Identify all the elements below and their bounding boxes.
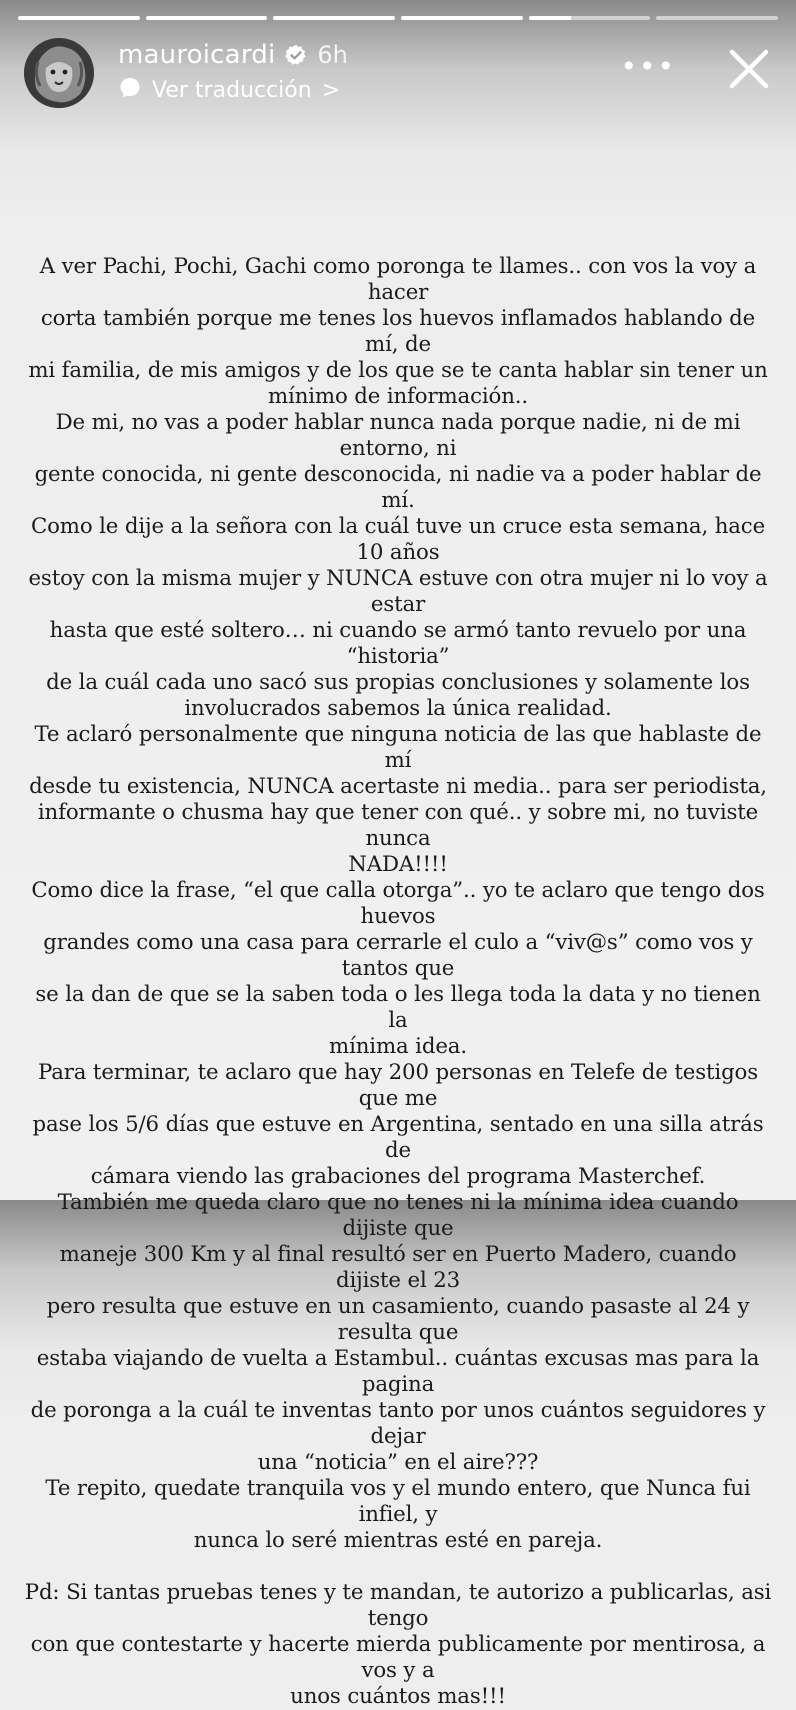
text-line: pero resulta que estuve en un casamiento, cuando pasaste al 24 y resulta que — [46, 1294, 750, 1345]
text-line: hasta que esté soltero… ni cuando se armó tanto revuelo por una “historia” — [49, 618, 747, 669]
text-line: Pd: Si tantas pruebas tenes y te mandan, te autorizo a publicarlas, asi tengo — [24, 1580, 772, 1631]
text-line: Te repito, quedate tranquila vos y el mundo entero, que Nunca fui infiel, y — [45, 1476, 751, 1527]
text-line: Como dice la frase, “el que calla otorga”.. yo te aclaro que tengo dos huevos — [31, 878, 765, 929]
lion-avatar-image — [24, 38, 94, 108]
post-time: 6h — [317, 41, 348, 69]
text-line: mínima idea. — [329, 1034, 467, 1059]
text-line: una “noticia” en el aire??? — [257, 1450, 539, 1475]
progress-segment — [529, 16, 651, 20]
progress-fill — [146, 16, 268, 20]
text-line: mínimo de información.. — [268, 384, 528, 409]
text-line: A ver Pachi, Pochi, Gachi como poronga te llames.. con vos la voy a hacer — [39, 254, 757, 305]
translate-link[interactable] — [118, 76, 340, 104]
text-line: Para terminar, te aclaro que hay 200 personas en Telefe de testigos que me — [37, 1060, 759, 1111]
text-line: pase los 5/6 días que estuve en Argentina, sentado en una silla atrás de — [32, 1112, 764, 1163]
text-line: estoy con la misma mujer y NUNCA estuve con otra mujer ni lo voy a estar — [28, 566, 768, 617]
chevron-right-icon: > — [321, 77, 341, 103]
username[interactable]: mauroicardi — [118, 40, 276, 70]
story-progress-bar — [18, 16, 778, 20]
text-line: Te aclaró personalmente que ninguna noticia de las que hablaste de mí — [34, 722, 762, 773]
text-line: De mi, no vas a poder hablar nunca nada porque nadie, ni de mi entorno, ni — [55, 410, 741, 461]
text-line: nunca lo seré mientras esté en pareja. — [193, 1528, 603, 1553]
close-icon — [726, 46, 772, 92]
paragraph-gap — [24, 1554, 772, 1580]
text-line: También me queda claro que no tenes ni la mínima idea cuando dijiste que — [57, 1190, 739, 1241]
text-line: de la cuál cada uno sacó sus propias conclusiones y solamente los — [46, 670, 750, 695]
progress-segment — [401, 16, 523, 20]
avatar[interactable] — [24, 38, 94, 108]
verified-badge-icon — [285, 44, 307, 66]
text-line: con que contestarte y hacerte mierda publicamente por mentirosa, a vos y a — [30, 1632, 766, 1683]
progress-fill — [18, 16, 140, 20]
text-line: mi familia, de mis amigos y de los que se te canta hablar sin tener un — [28, 358, 768, 383]
text-line: estaba viajando de vuelta a Estambul.. cuántas excusas mas para la pagina — [36, 1346, 760, 1397]
translate-label: Ver traducción — [152, 77, 312, 103]
text-line: maneje 300 Km y al final resultó ser en Puerto Madero, cuando dijiste el 23 — [59, 1242, 737, 1293]
progress-segment — [273, 16, 395, 20]
text-line: corta también porque me tenes los huevos inflamados hablando de mí, de — [40, 306, 756, 357]
text-line: NADA!!!! — [348, 852, 448, 877]
story-header — [24, 38, 772, 108]
progress-fill — [273, 16, 395, 20]
text-line: se la dan de que se la saben toda o les llega toda la data y no tienen la — [35, 982, 761, 1033]
progress-fill — [529, 16, 572, 20]
progress-segment — [146, 16, 268, 20]
close-button[interactable] — [726, 46, 772, 92]
user-line — [118, 40, 348, 70]
text-line: gente conocida, ni gente desconocida, ni nadie va a poder hablar de mí. — [34, 462, 762, 513]
text-line: cámara viendo las grabaciones del programa Masterchef. — [90, 1164, 706, 1189]
text-line: involucrados sabemos la única realidad. — [184, 696, 612, 721]
progress-fill — [401, 16, 523, 20]
more-options-button[interactable]: ••• — [620, 50, 676, 83]
text-line: informante o chusma hay que tener con qué.. y sobre mi, no tuviste nunca — [37, 800, 759, 851]
text-line: desde tu existencia, NUNCA acertaste ni media.. para ser periodista, — [29, 774, 767, 799]
text-line: grandes como una casa para cerrarle el culo a “viv@s” como vos y tantos que — [43, 930, 753, 981]
progress-segment — [656, 16, 778, 20]
text-line: Como le dije a la señora con la cuál tuve un cruce esta semana, hace 10 años — [30, 514, 766, 565]
text-line: unos cuántos mas!!! — [290, 1684, 506, 1709]
text-line: de poronga a la cuál te inventas tanto por unos cuántos seguidores y dejar — [30, 1398, 766, 1449]
translate-bubble-icon — [118, 76, 142, 104]
progress-segment — [18, 16, 140, 20]
story-text — [24, 254, 772, 1710]
